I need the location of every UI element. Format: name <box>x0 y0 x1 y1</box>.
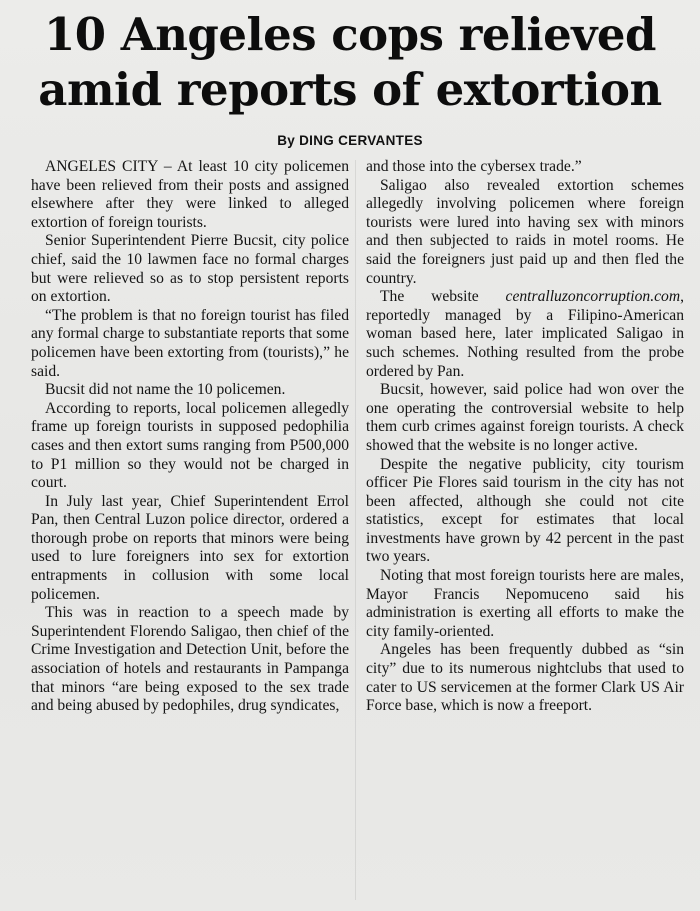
left-column <box>31 158 349 716</box>
article-paragraph: Despite the negative publicity, city tourism officer Pie Flores said tourism in the city has not been affected, although she could not cite statistics, except for estimates that local investments have grown by 42 percent in the past two years. <box>366 455 684 566</box>
headline-line-1: 10 Angeles cops relieved <box>43 8 657 61</box>
website-intro: The website <box>380 288 479 306</box>
article-paragraph: Noting that most foreign tourists here are males, Mayor Francis Nepomuceno said his administration is exerting all efforts to make the city family-oriented. <box>366 567 684 640</box>
right-column <box>366 158 684 716</box>
article-paragraph: In July last year, Chief Superintendent Errol Pan, then Central Luzon police director, ordered a thorough probe on reports that minors were being used to lure foreigners into sex for extortion entrapments in collusion with some local policemen. <box>31 492 349 603</box>
article-paragraph: Saligao also revealed extortion schemes allegedly involving policemen where foreign tourists were lured into having sex with minors and then subjected to raids in motel rooms. He said the foreigners just paid up and then fled the country. <box>366 176 684 287</box>
headline-line-2: amid reports of extortion <box>38 63 662 116</box>
article-paragraph-continuation: and those into the cybersex trade.” <box>366 158 582 175</box>
article-paragraph: According to reports, local policemen allegedly frame up foreign tourists in supposed pedophilia cases and then extort sums ranging from P500,000 to P1 million so they would not be charged in court. <box>31 399 349 492</box>
article-paragraph: Bucsit did not name the 10 policemen. <box>45 381 286 399</box>
article-paragraph: Bucsit, however, said police had won over the one operating the controversial website to help them curb crimes against foreign tourists. A check showed that the website is no longer active. <box>366 381 684 454</box>
headline <box>0 10 700 120</box>
article-paragraph: Senior Superintendent Pierre Bucsit, city police chief, said the 10 lawmen face no formal charges but were relieved so as to stop persistent reports on extortion. <box>31 232 349 306</box>
article-paragraph: Angeles has been frequently dubbed as “sin city” due to its numerous nightclubs that used to cater to US servicemen at the former Clark US Air Force base, which is now a freeport. <box>366 641 684 715</box>
article-paragraph: ANGELES CITY – At least 10 city policemen have been relieved from their posts and assigned elsewhere after they were linked to alleged extortion of foreign tourists. <box>31 158 349 231</box>
byline: By DING CERVANTES <box>277 133 423 148</box>
website-rest: , reportedly managed by a Filipino-American woman based here, later implicated Saligao in such schemes. Nothing resulted from the probe ordered by Pan. <box>366 288 684 380</box>
column-gutter <box>355 160 356 900</box>
article-paragraph-website <box>366 288 684 381</box>
article-paragraph: This was in reaction to a speech made by Superintendent Florendo Saligao, then chief of the Crime Investigation and Detection Unit, before the association of hotels and restaurants in Pampanga that minors “are being exposed to the sex trade and being abused by pedophiles, drug syndicates, <box>31 604 349 715</box>
article-paragraph: “The problem is that no foreign tourist has filed any formal charge to substantiate reports that some policemen have been extorting from (tourists),” he said. <box>31 306 349 380</box>
website-url: centralluzoncorruption.com <box>505 288 681 306</box>
